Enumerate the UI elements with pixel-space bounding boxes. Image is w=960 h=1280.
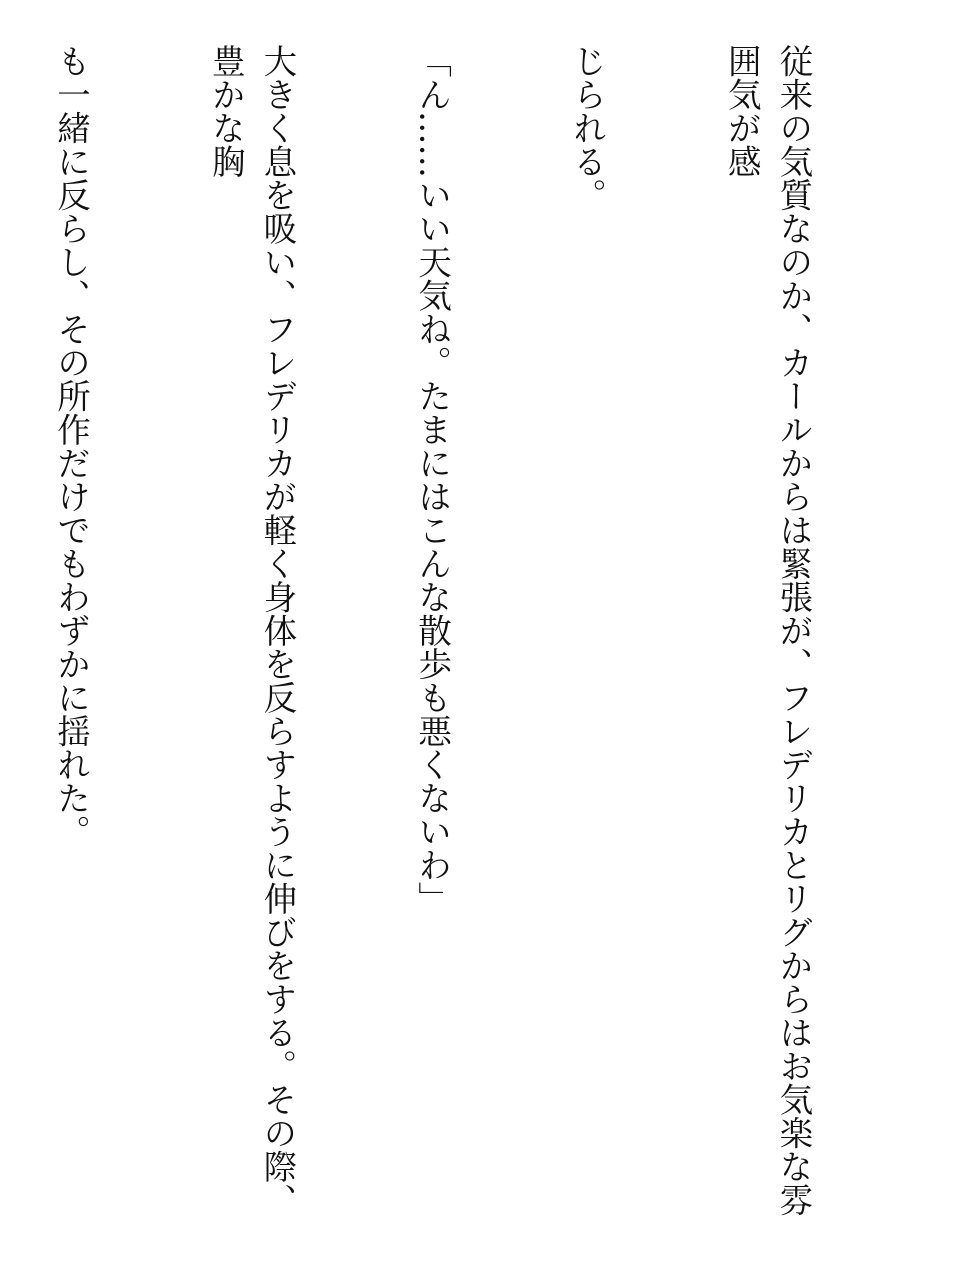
text-line-3: 「ん……いい天気ね。たまにはこんな散歩も悪くないわ」 xyxy=(412,44,452,915)
text-line-2: じられる。 xyxy=(567,44,607,212)
text-line-4: 大きく息を吸い、フレデリカが軽く身体を反らすように伸びをする。その際、豊かな胸 xyxy=(206,44,297,1217)
text-line-1: 従来の気質なのか、カールからは緊張が、フレデリカとリグからはお気楽な雰囲気が感 xyxy=(722,44,813,1217)
vertical-text-body xyxy=(0,44,922,1244)
text-line-5: も一緒に反らし、その所作だけでもわずかに揺れた。 xyxy=(51,44,91,848)
